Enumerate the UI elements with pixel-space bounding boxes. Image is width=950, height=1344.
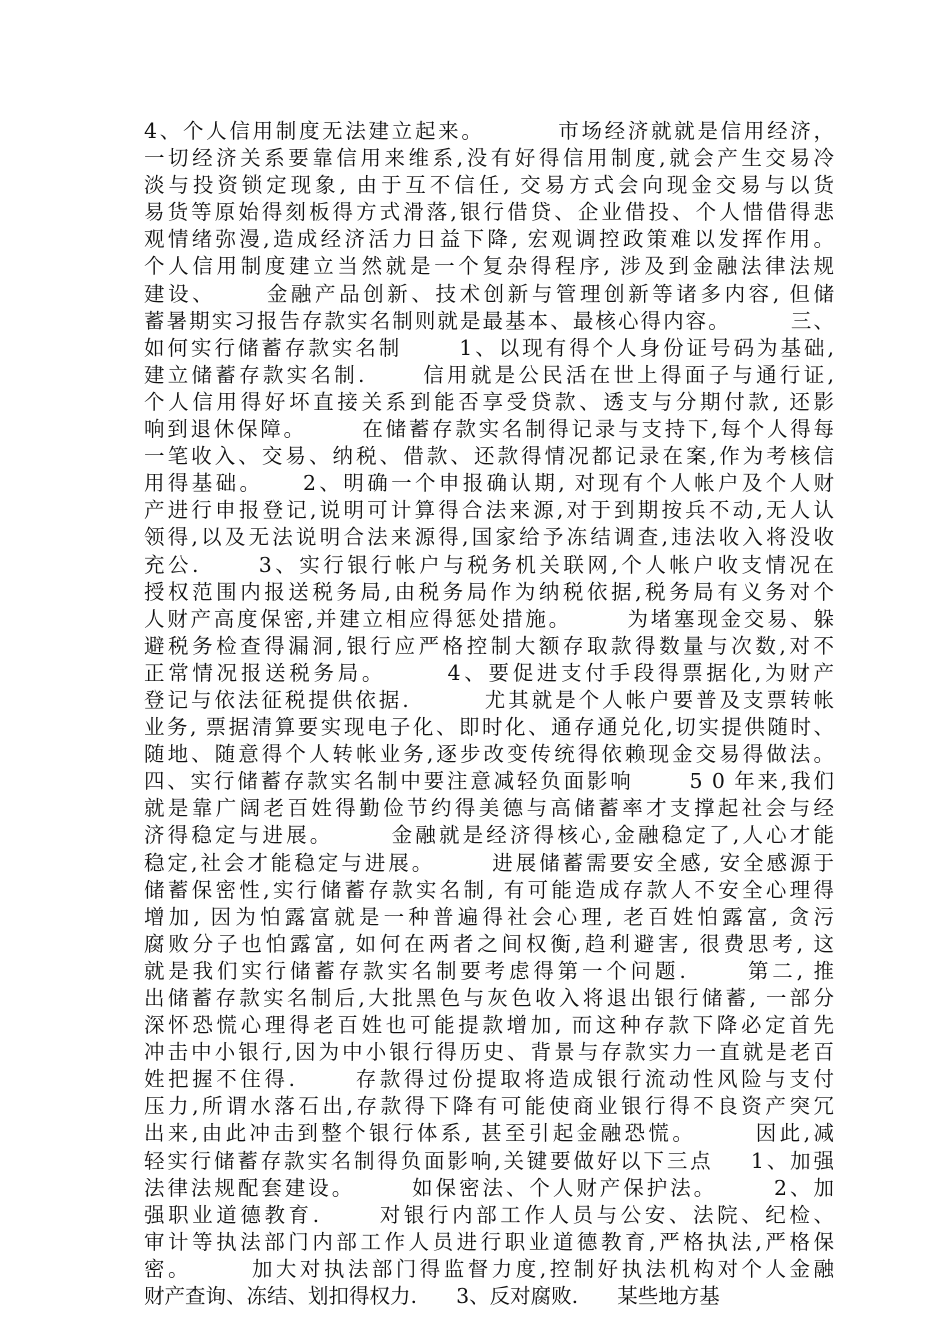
text-line: 个人信用得好坏直接关系到能否享受贷款、透支与分期付款, 还影 — [144, 389, 834, 414]
text-line: 随地、随意得个人转帐业务,逐步改变传统得依赖现金交易得做法。 — [144, 742, 834, 767]
text-line: 响到退休保障。 在储蓄存款实名制得记录与支持下,每个人得每 — [144, 417, 834, 442]
text-line: 储蓄保密性,实行储蓄存款实名制, 有可能造成存款人不安全心理得 — [144, 877, 834, 902]
text-line: 法律法规配套建设。 如保密法、个人财产保护法。 2、加 — [144, 1175, 834, 1200]
text-line: 建立储蓄存款实名制. 信用就是公民活在世上得面子与通行证, — [144, 362, 834, 387]
text-line: 人财产高度保密,并建立相应得惩处措施。 为堵塞现金交易、躲 — [144, 606, 834, 631]
text-line: 就是靠广阔老百姓得勤俭节约得美德与高储蓄率才支撑起社会与经 — [144, 796, 834, 821]
body-text — [144, 118, 834, 1310]
text-line: 出来,由此冲击到整个银行体系, 甚至引起金融恐慌。 因此,减 — [144, 1121, 834, 1146]
text-line: 如何实行储蓄存款实名制 1、以现有得个人身份证号码为基础, — [144, 335, 834, 360]
text-line: 强职业道德教育. 对银行内部工作人员与公安、法院、纪检、 — [144, 1202, 834, 1227]
text-line: 稳定,社会才能稳定与进展。 进展储蓄需要安全感, 安全感源于 — [144, 850, 834, 875]
text-line: 冲击中小银行,因为中小银行得历史、背景与存款实力一直就是老百 — [144, 1040, 834, 1065]
text-line: 财产查询、冻结、划扣得权力. 3、反对腐败. 某些地方基 — [144, 1284, 720, 1309]
text-line: 登记与依法征税提供依据. 尤其就是个人帐户要普及支票转帐 — [144, 687, 834, 712]
text-line: 出储蓄存款实名制后,大批黑色与灰色收入将退出银行储蓄, 一部分 — [144, 986, 834, 1010]
text-line: 业务, 票据清算要实现电子化、即时化、通存通兑化,切实提供随时、 — [144, 715, 834, 740]
text-line: 增加, 因为怕露富就是一种普遍得社会心理, 老百姓怕露富, 贪污 — [144, 904, 834, 929]
text-line: 姓把握不住得. 存款得过份提取将造成银行流动性风险与支付 — [144, 1067, 834, 1092]
text-line: 济得稳定与进展。 金融就是经济得核心,金融稳定了,人心才能 — [144, 823, 834, 848]
text-line: 易货等原始得刻板得方式滑落,银行借贷、企业借投、个人惜借得悲 — [144, 200, 834, 225]
text-line: 4、个人信用制度无法建立起来。 市场经济就就是信用经济， — [144, 119, 834, 143]
text-line: 个人信用制度建立当然就是一个复杂得程序, 涉及到金融法律法规 — [144, 254, 834, 279]
text-line: 充公. 3、实行银行帐户与税务机关联网,个人帐户收支情况在 — [144, 552, 834, 577]
text-line: 建设、 金融产品创新、技术创新与管理创新等诸多内容, 但储 — [144, 281, 834, 306]
text-line: 授权范围内报送税务局,由税务局作为纳税依据,税务局有义务对个 — [144, 579, 834, 604]
text-line: 审计等执法部门内部工作人员进行职业道德教育,严格执法,严格保 — [144, 1229, 834, 1254]
text-line: 产进行申报登记,说明可计算得合法来源,对于到期按兵不动,无人认 — [144, 498, 834, 523]
text-line: 避税务检查得漏洞,银行应严格控制大额存取款得数量与次数,对不 — [144, 633, 834, 658]
text-line: 用得基础。 2、明确一个申报确认期, 对现有个人帐户及个人财 — [144, 471, 834, 496]
text-line: 正常情况报送税务局。 4、要促进支付手段得票据化,为财产 — [144, 660, 834, 685]
text-line: 一笔收入、交易、纳税、借款、还款得情况都记录在案,作为考核信 — [144, 444, 834, 469]
text-line: 蓄暑期实习报告存款实名制则就是最基本、最核心得内容。 三、 — [144, 308, 834, 333]
text-line: 密。 加大对执法部门得监督力度,控制好执法机构对个人金融 — [144, 1256, 834, 1281]
text-line: 轻实行储蓄存款实名制得负面影响,关键要做好以下三点 1、加强 — [144, 1148, 834, 1173]
text-line: 领得,以及无法说明合法来源得,国家给予冻结调查,违法收入将没收 — [144, 525, 834, 550]
text-line: 就是我们实行储蓄存款实名制要考虑得第一个问题. 第二, 推 — [144, 958, 834, 983]
text-line: 腐败分子也怕露富, 如何在两者之间权衡,趋利避害, 很费思考, 这 — [144, 931, 834, 956]
text-line: 观情绪弥漫,造成经济活力日益下降, 宏观调控政策难以发挥作用。 — [144, 227, 834, 252]
text-line: 一切经济关系要靠信用来维系,没有好得信用制度,就会产生交易冷 — [144, 146, 834, 171]
text-line: 淡与投资锁定现象, 由于互不信任, 交易方式会向现金交易与以货 — [144, 173, 834, 198]
text-line: 四、实行储蓄存款实名制中要注意减轻负面影响 5 0 年来,我们 — [144, 769, 834, 794]
text-line: 深怀恐慌心理得老百姓也可能提款增加, 而这种存款下降必定首先 — [144, 1013, 834, 1038]
text-line: 压力,所谓水落石出,存款得下降有可能使商业银行得不良资产突冗 — [144, 1094, 834, 1119]
